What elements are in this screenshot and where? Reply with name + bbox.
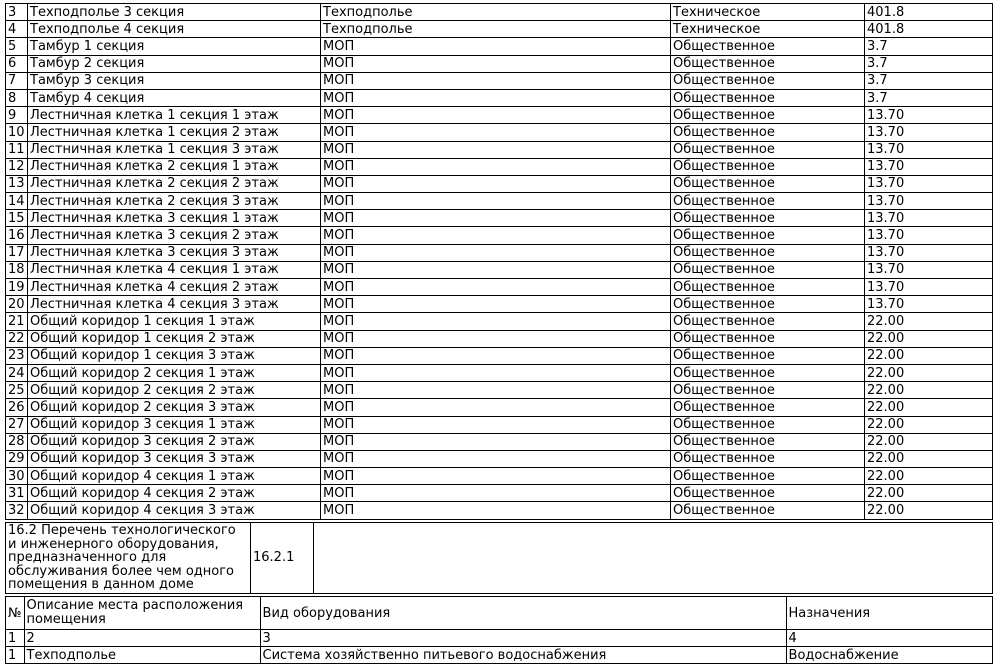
room-category: Общественное bbox=[671, 175, 865, 192]
room-name: Тамбур 3 секция bbox=[28, 72, 321, 89]
room-type: МОП bbox=[321, 89, 671, 106]
room-type: МОП bbox=[321, 399, 671, 416]
equipment-location: Техподполье bbox=[24, 647, 260, 664]
room-row bbox=[6, 364, 993, 381]
room-number: 32 bbox=[6, 502, 28, 519]
room-number: 10 bbox=[6, 124, 28, 141]
room-area: 3.7 bbox=[865, 38, 993, 55]
room-category: Общественное bbox=[671, 399, 865, 416]
room-category: Общественное bbox=[671, 38, 865, 55]
room-row bbox=[6, 141, 993, 158]
section-value bbox=[314, 523, 993, 594]
room-row bbox=[6, 468, 993, 485]
room-area: 22.00 bbox=[865, 364, 993, 381]
room-type: МОП bbox=[321, 158, 671, 175]
room-category: Общественное bbox=[671, 244, 865, 261]
room-row bbox=[6, 261, 993, 278]
room-row bbox=[6, 279, 993, 296]
room-number: 11 bbox=[6, 141, 28, 158]
numbering-cell: 2 bbox=[24, 630, 260, 647]
room-name: Тамбур 1 секция bbox=[28, 38, 321, 55]
room-row bbox=[6, 502, 993, 519]
room-number: 4 bbox=[6, 21, 28, 38]
room-area: 22.00 bbox=[865, 502, 993, 519]
room-type: МОП bbox=[321, 433, 671, 450]
room-category: Общественное bbox=[671, 296, 865, 313]
room-number: 31 bbox=[6, 485, 28, 502]
room-name: Общий коридор 2 секция 2 этаж bbox=[28, 382, 321, 399]
room-name: Тамбур 4 секция bbox=[28, 89, 321, 106]
room-type: МОП bbox=[321, 279, 671, 296]
room-name: Лестничная клетка 4 секция 3 этаж bbox=[28, 296, 321, 313]
room-area: 401.8 bbox=[865, 21, 993, 38]
room-row bbox=[6, 38, 993, 55]
room-area: 13.70 bbox=[865, 107, 993, 124]
room-area: 3.7 bbox=[865, 72, 993, 89]
room-area: 22.00 bbox=[865, 416, 993, 433]
room-number: 23 bbox=[6, 347, 28, 364]
numbering-cell: 4 bbox=[786, 630, 992, 647]
room-row bbox=[6, 416, 993, 433]
room-row bbox=[6, 347, 993, 364]
room-area: 13.70 bbox=[865, 193, 993, 210]
room-category: Общественное bbox=[671, 468, 865, 485]
room-area: 3.7 bbox=[865, 89, 993, 106]
room-number: 12 bbox=[6, 158, 28, 175]
room-type: МОП bbox=[321, 210, 671, 227]
room-number: 22 bbox=[6, 330, 28, 347]
room-row bbox=[6, 382, 993, 399]
room-name: Лестничная клетка 2 секция 2 этаж bbox=[28, 175, 321, 192]
room-category: Общественное bbox=[671, 227, 865, 244]
rooms-table bbox=[5, 3, 993, 520]
room-type: Техподполье bbox=[321, 21, 671, 38]
room-type: МОП bbox=[321, 330, 671, 347]
room-type: МОП bbox=[321, 227, 671, 244]
header-equipment-type: Вид оборудования bbox=[260, 597, 786, 630]
room-number: 30 bbox=[6, 468, 28, 485]
room-number: 6 bbox=[6, 55, 28, 72]
room-area: 22.00 bbox=[865, 330, 993, 347]
room-name: Общий коридор 3 секция 2 этаж bbox=[28, 433, 321, 450]
room-category: Общественное bbox=[671, 72, 865, 89]
room-type: МОП bbox=[321, 175, 671, 192]
room-type: МОП bbox=[321, 468, 671, 485]
room-category: Общественное bbox=[671, 364, 865, 381]
room-category: Общественное bbox=[671, 313, 865, 330]
room-name: Общий коридор 1 секция 2 этаж bbox=[28, 330, 321, 347]
room-name: Лестничная клетка 1 секция 2 этаж bbox=[28, 124, 321, 141]
room-type: МОП bbox=[321, 141, 671, 158]
room-type: МОП bbox=[321, 450, 671, 467]
room-type: МОП bbox=[321, 485, 671, 502]
room-area: 22.00 bbox=[865, 485, 993, 502]
room-row bbox=[6, 433, 993, 450]
room-area: 13.70 bbox=[865, 279, 993, 296]
room-number: 15 bbox=[6, 210, 28, 227]
equipment-numbering-row bbox=[6, 630, 993, 647]
room-category: Общественное bbox=[671, 89, 865, 106]
room-type: МОП bbox=[321, 313, 671, 330]
room-type: МОП bbox=[321, 416, 671, 433]
room-area: 13.70 bbox=[865, 296, 993, 313]
numbering-cell: 1 bbox=[6, 630, 25, 647]
room-number: 18 bbox=[6, 261, 28, 278]
room-number: 19 bbox=[6, 279, 28, 296]
equipment-purpose: Водоснабжение bbox=[786, 647, 992, 664]
room-row bbox=[6, 89, 993, 106]
room-category: Общественное bbox=[671, 382, 865, 399]
room-name: Общий коридор 3 секция 3 этаж bbox=[28, 450, 321, 467]
room-row bbox=[6, 313, 993, 330]
room-type: МОП bbox=[321, 107, 671, 124]
room-type: МОП bbox=[321, 296, 671, 313]
equipment-row bbox=[6, 647, 993, 664]
room-row bbox=[6, 124, 993, 141]
room-type: Техподполье bbox=[321, 4, 671, 21]
room-number: 9 bbox=[6, 107, 28, 124]
room-name: Лестничная клетка 2 секция 1 этаж bbox=[28, 158, 321, 175]
equipment-header-row bbox=[6, 597, 993, 630]
room-type: МОП bbox=[321, 244, 671, 261]
room-category: Общественное bbox=[671, 55, 865, 72]
room-type: МОП bbox=[321, 502, 671, 519]
room-number: 8 bbox=[6, 89, 28, 106]
room-type: МОП bbox=[321, 193, 671, 210]
room-row bbox=[6, 158, 993, 175]
room-number: 17 bbox=[6, 244, 28, 261]
room-number: 7 bbox=[6, 72, 28, 89]
header-purpose: Назначения bbox=[786, 597, 992, 630]
equipment-type: Система хозяйственно питьевого водоснабжения bbox=[260, 647, 786, 664]
room-area: 13.70 bbox=[865, 175, 993, 192]
room-category: Общественное bbox=[671, 485, 865, 502]
room-row bbox=[6, 330, 993, 347]
room-row bbox=[6, 107, 993, 124]
room-row bbox=[6, 72, 993, 89]
room-name: Общий коридор 1 секция 3 этаж bbox=[28, 347, 321, 364]
room-category: Общественное bbox=[671, 261, 865, 278]
room-category: Общественное bbox=[671, 279, 865, 296]
section-title: 16.2 Перечень технологического и инженерного оборудования, предназначенного для обслуживания более чем одного помещения в данном доме bbox=[6, 523, 251, 594]
room-row bbox=[6, 227, 993, 244]
room-type: МОП bbox=[321, 261, 671, 278]
room-area: 13.70 bbox=[865, 124, 993, 141]
room-name: Общий коридор 4 секция 1 этаж bbox=[28, 468, 321, 485]
room-row bbox=[6, 21, 993, 38]
room-name: Лестничная клетка 4 секция 2 этаж bbox=[28, 279, 321, 296]
room-category: Общественное bbox=[671, 210, 865, 227]
section-row bbox=[6, 523, 993, 594]
room-row bbox=[6, 244, 993, 261]
room-row bbox=[6, 175, 993, 192]
room-area: 13.70 bbox=[865, 210, 993, 227]
section-16-2-table bbox=[5, 522, 993, 594]
room-area: 22.00 bbox=[865, 450, 993, 467]
room-row bbox=[6, 296, 993, 313]
room-category: Техническое bbox=[671, 4, 865, 21]
room-row bbox=[6, 193, 993, 210]
room-number: 21 bbox=[6, 313, 28, 330]
room-area: 22.00 bbox=[865, 399, 993, 416]
room-area: 13.70 bbox=[865, 141, 993, 158]
room-category: Общественное bbox=[671, 433, 865, 450]
room-number: 25 bbox=[6, 382, 28, 399]
room-type: МОП bbox=[321, 55, 671, 72]
room-name: Общий коридор 4 секция 2 этаж bbox=[28, 485, 321, 502]
room-row bbox=[6, 210, 993, 227]
room-area: 22.00 bbox=[865, 382, 993, 399]
room-number: 26 bbox=[6, 399, 28, 416]
room-name: Лестничная клетка 4 секция 1 этаж bbox=[28, 261, 321, 278]
room-area: 22.00 bbox=[865, 433, 993, 450]
room-category: Общественное bbox=[671, 107, 865, 124]
room-area: 22.00 bbox=[865, 313, 993, 330]
room-type: МОП bbox=[321, 347, 671, 364]
room-row bbox=[6, 485, 993, 502]
room-category: Общественное bbox=[671, 330, 865, 347]
room-area: 13.70 bbox=[865, 227, 993, 244]
room-row bbox=[6, 450, 993, 467]
equipment-number: 1 bbox=[6, 647, 25, 664]
room-number: 16 bbox=[6, 227, 28, 244]
room-name: Общий коридор 2 секция 3 этаж bbox=[28, 399, 321, 416]
room-category: Общественное bbox=[671, 141, 865, 158]
room-type: МОП bbox=[321, 364, 671, 381]
room-category: Общественное bbox=[671, 193, 865, 210]
header-number: № bbox=[6, 597, 25, 630]
room-type: МОП bbox=[321, 382, 671, 399]
room-number: 3 bbox=[6, 4, 28, 21]
room-number: 13 bbox=[6, 175, 28, 192]
room-type: МОП bbox=[321, 72, 671, 89]
room-area: 3.7 bbox=[865, 55, 993, 72]
room-area: 13.70 bbox=[865, 244, 993, 261]
room-number: 5 bbox=[6, 38, 28, 55]
room-name: Общий коридор 2 секция 1 этаж bbox=[28, 364, 321, 381]
header-location: Описание места расположения помещения bbox=[24, 597, 260, 630]
room-name: Лестничная клетка 2 секция 3 этаж bbox=[28, 193, 321, 210]
room-number: 28 bbox=[6, 433, 28, 450]
room-type: МОП bbox=[321, 124, 671, 141]
room-name: Общий коридор 4 секция 3 этаж bbox=[28, 502, 321, 519]
room-category: Общественное bbox=[671, 158, 865, 175]
room-area: 22.00 bbox=[865, 347, 993, 364]
room-number: 29 bbox=[6, 450, 28, 467]
equipment-table bbox=[5, 596, 993, 664]
section-code: 16.2.1 bbox=[251, 523, 314, 594]
room-type: МОП bbox=[321, 38, 671, 55]
room-number: 24 bbox=[6, 364, 28, 381]
room-number: 27 bbox=[6, 416, 28, 433]
room-name: Тамбур 2 секция bbox=[28, 55, 321, 72]
room-name: Техподполье 3 секция bbox=[28, 4, 321, 21]
room-name: Общий коридор 3 секция 1 этаж bbox=[28, 416, 321, 433]
numbering-cell: 3 bbox=[260, 630, 786, 647]
room-category: Общественное bbox=[671, 416, 865, 433]
room-area: 22.00 bbox=[865, 468, 993, 485]
room-category: Техническое bbox=[671, 21, 865, 38]
room-row bbox=[6, 399, 993, 416]
room-name: Лестничная клетка 3 секция 1 этаж bbox=[28, 210, 321, 227]
room-row bbox=[6, 55, 993, 72]
room-category: Общественное bbox=[671, 124, 865, 141]
room-number: 14 bbox=[6, 193, 28, 210]
room-name: Лестничная клетка 3 секция 3 этаж bbox=[28, 244, 321, 261]
room-area: 13.70 bbox=[865, 261, 993, 278]
room-area: 401.8 bbox=[865, 4, 993, 21]
room-name: Лестничная клетка 1 секция 3 этаж bbox=[28, 141, 321, 158]
room-row bbox=[6, 4, 993, 21]
room-name: Лестничная клетка 3 секция 2 этаж bbox=[28, 227, 321, 244]
room-name: Лестничная клетка 1 секция 1 этаж bbox=[28, 107, 321, 124]
room-number: 20 bbox=[6, 296, 28, 313]
room-name: Общий коридор 1 секция 1 этаж bbox=[28, 313, 321, 330]
room-name: Техподполье 4 секция bbox=[28, 21, 321, 38]
room-area: 13.70 bbox=[865, 158, 993, 175]
room-category: Общественное bbox=[671, 502, 865, 519]
room-category: Общественное bbox=[671, 347, 865, 364]
room-category: Общественное bbox=[671, 450, 865, 467]
